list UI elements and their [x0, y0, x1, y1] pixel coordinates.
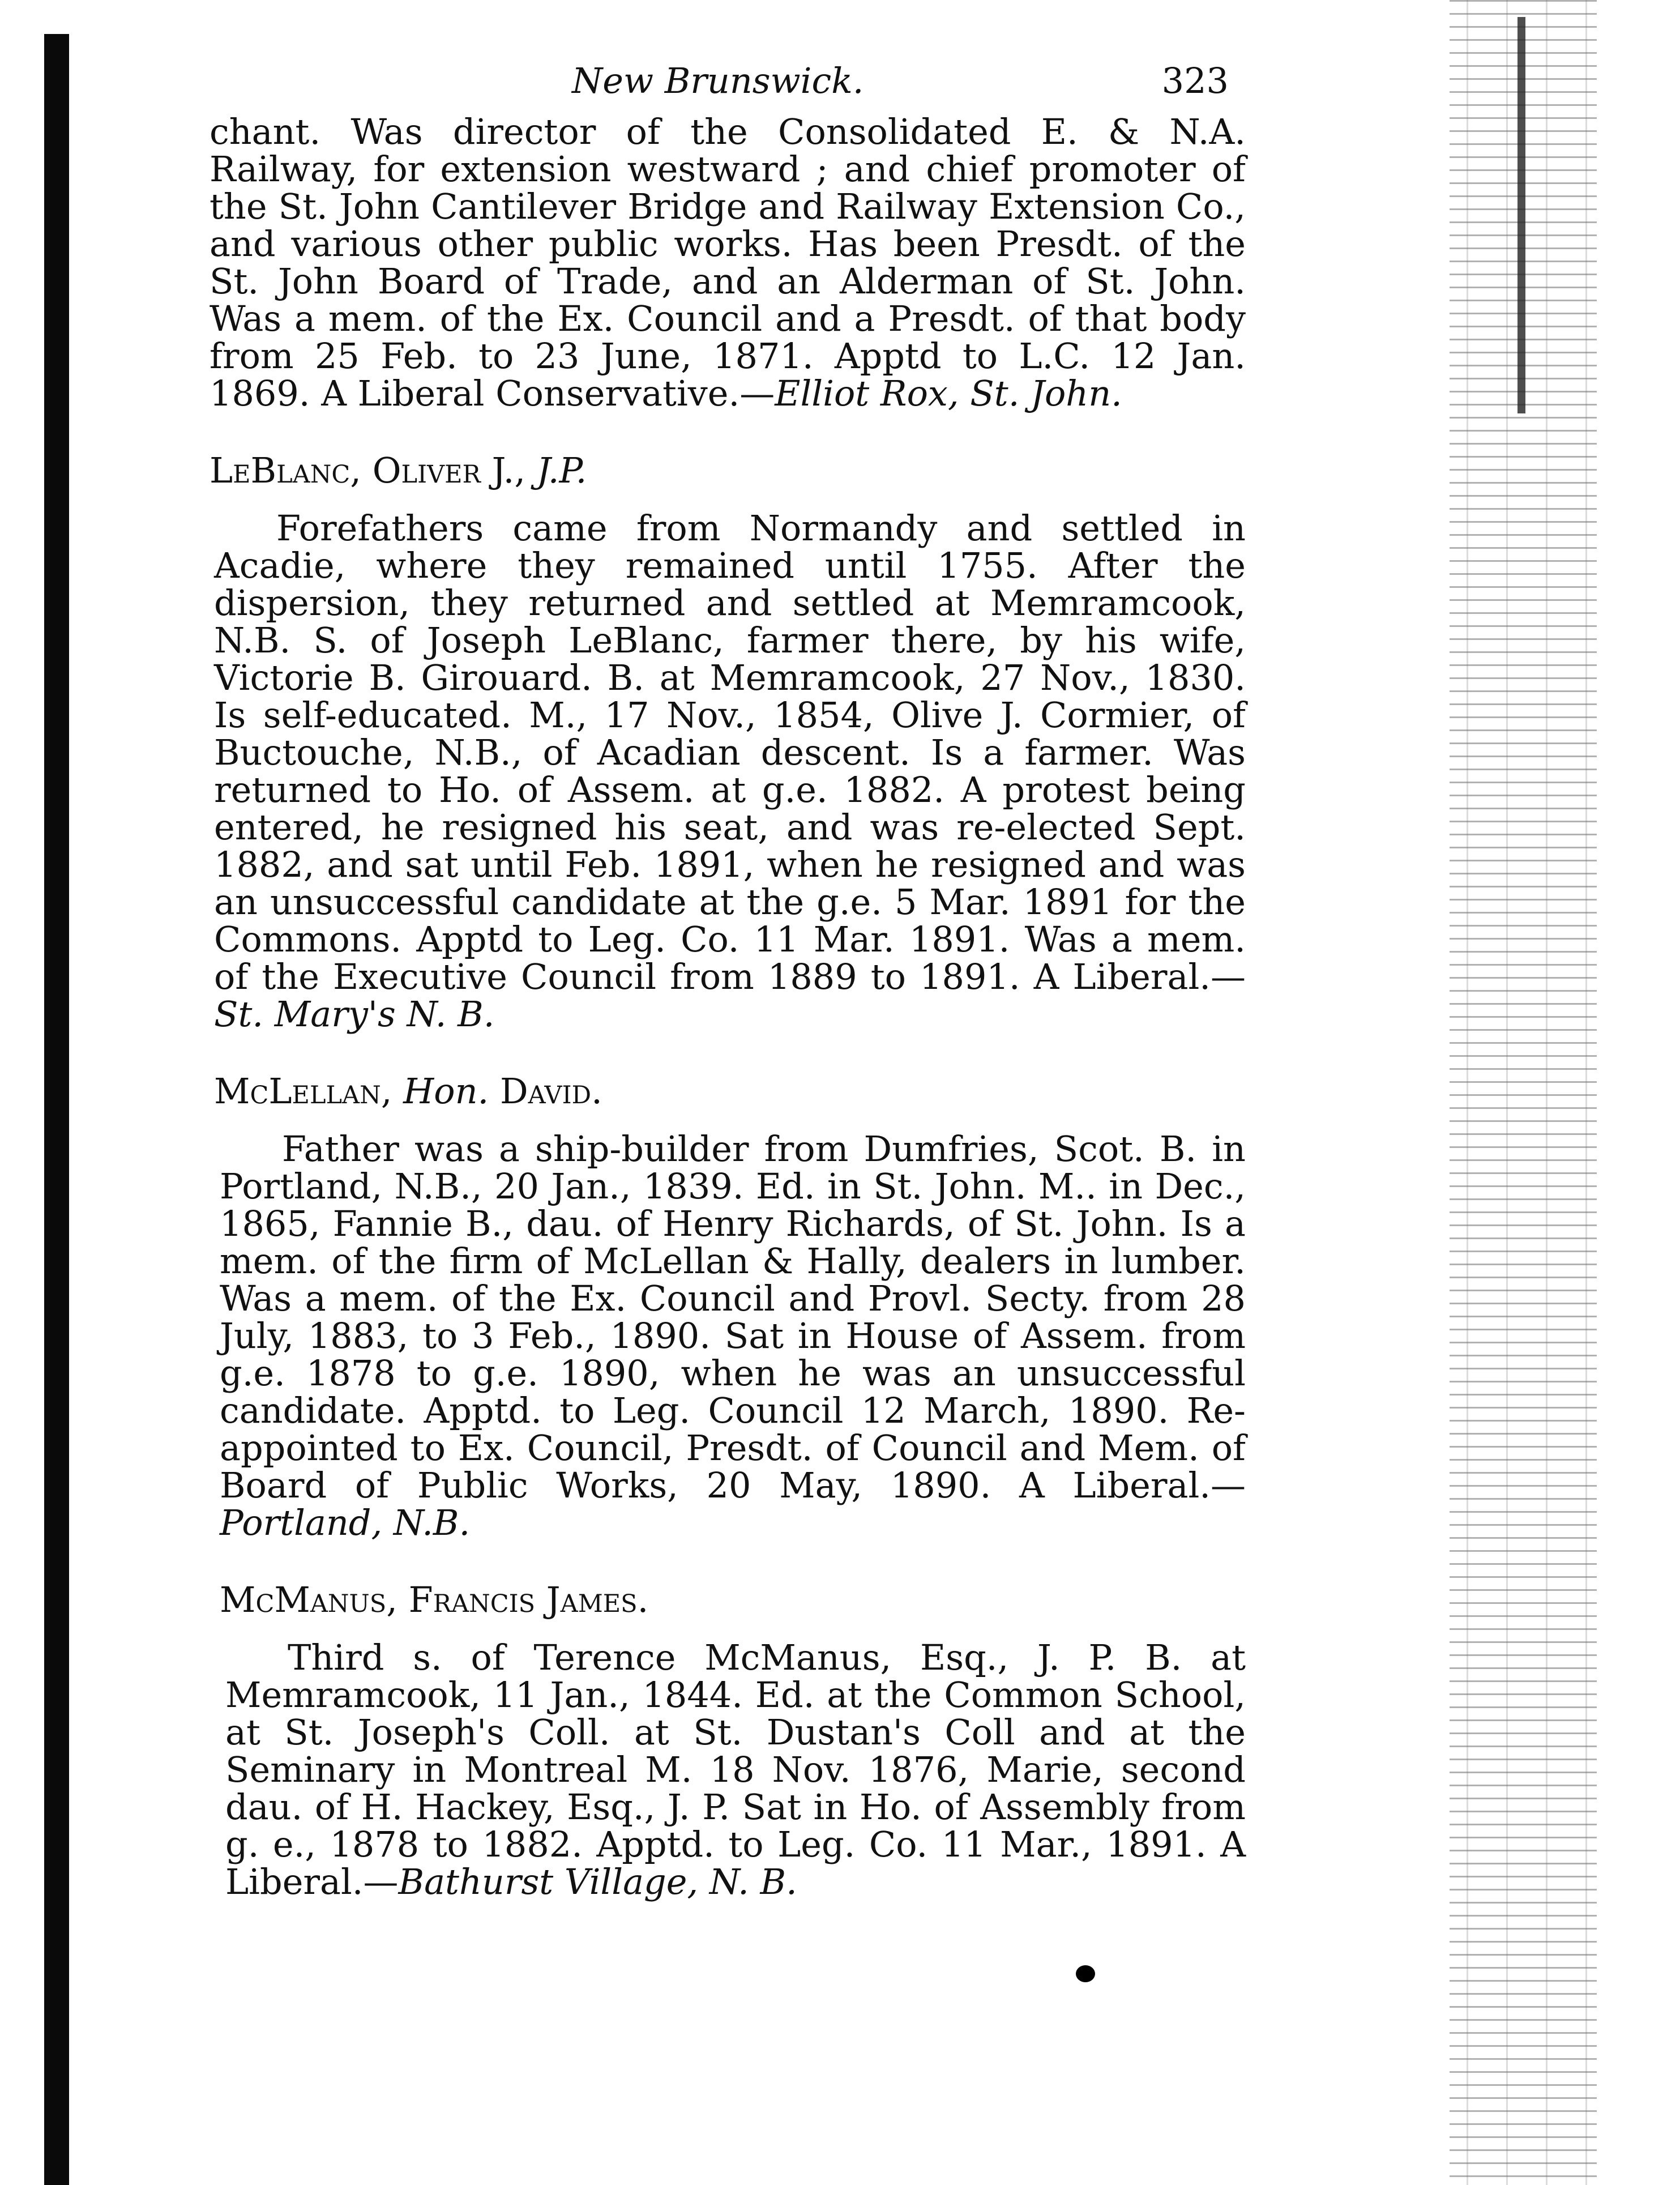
- entry-surname: McLellan,: [214, 1070, 392, 1112]
- continuation-residence: Elliot Rox, St. John.: [775, 373, 1122, 414]
- entry-given-name: Oliver J.,: [372, 450, 526, 491]
- entry-heading-mclellan: [210, 1070, 1246, 1112]
- entry-heading-mcmanus: [210, 1581, 1246, 1619]
- running-head-title: New Brunswick.: [572, 60, 864, 101]
- entry-given-name: Francis James.: [408, 1579, 649, 1620]
- entry-residence: Bathurst Village, N. B.: [398, 1861, 797, 1902]
- page: [210, 62, 1246, 1901]
- entry-text: Third s. of Terence McManus, Esq., J. P. B. at Memramcook, 11 Jan., 1844. Ed. at the Common School, at St. Joseph's Coll. at St. Dustan's Coll and at the Seminary in Montreal M. 18 Nov. 1876, Marie, second dau. of H. Hackey, Esq., J. P. Sat in Ho. of Assembly from g. e., 1878 to 1882. Apptd. to Leg. Co. 11 Mar., 1891. A Liberal.—: [225, 1637, 1246, 1902]
- entry-body-leblanc: [210, 507, 1246, 1035]
- page-number: 323: [1161, 60, 1229, 101]
- continuation-text: chant. Was director of the Consolidated E. & N.A. Railway, for extension westward ; and chief promoter of the St. John Cantilever Bridge and Railway Extension Co., and various other public works. Has been Presdt. of the St. John Board of Trade, and an Alderman of St. John. Was a mem. of the Ex. Council and a Presdt. of that body from 25 Feb. to 23 June, 1871. Apptd to L.C. 12 Jan. 1869. A Liberal Conservative.—: [210, 111, 1246, 414]
- entry-heading-leblanc: [210, 452, 1246, 489]
- running-head: [210, 62, 1246, 113]
- entry-residence: St. Mary's N. B.: [214, 993, 495, 1035]
- ink-blot: [1076, 1965, 1095, 1982]
- entry-surname: LeBlanc,: [210, 450, 361, 491]
- scan-edge-right-bar: [1517, 17, 1525, 413]
- entry-text: Forefathers came from Normandy and settled in Acadie, where they remained until 1755. After the dispersion, they returned and settled at Memramcook, N.B. S. of Joseph LeBlanc, farmer there, by his wife, Victorie B. Girouard. B. at Memramcook, 27 Nov., 1830. Is self-educated. M., 17 Nov., 1854, Olive J. Cormier, of Buctouche, N.B., of Acadian descent. Is a farmer. Was returned to Ho. of Assem. at g.e. 1882. A protest being entered, he resigned his seat, and was re-elected Sept. 1882, and sat until Feb. 1891, when he resigned and was an unsuccessful candidate at the g.e. 5 Mar. 1891 for the Commons. Apptd to Leg. Co. 11 Mar. 1891. Was a mem. of the Executive Council from 1889 to 1891. A Liberal.—: [214, 507, 1246, 997]
- entry-title: J.P.: [536, 450, 587, 491]
- entry-text: Father was a ship-builder from Dumfries, Scot. B. in Portland, N.B., 20 Jan., 1839. Ed. in St. John. M.. in Dec., 1865, Fannie B., dau. of Henry Richards, of St. John. Is a mem. of the firm of McLellan & Hally, dealers in lumber. Was a mem. of the Ex. Council and Provl. Secty. from 28 July, 1883, to 3 Feb., 1890. Sat in House of Assem. from g.e. 1878 to g.e. 1890, when he was an unsuccessful candidate. Apptd. to Leg. Council 12 March, 1890. Re-appointed to Ex. Council, Presdt. of Council and Mem. of Board of Public Works, 20 May, 1890. A Liberal.—: [220, 1128, 1246, 1506]
- entry-body-mcmanus: [210, 1639, 1246, 1901]
- scan-edge-left: [44, 34, 69, 2185]
- entry-residence: Portland, N.B.: [220, 1502, 471, 1543]
- entry-body-mclellan: [210, 1130, 1246, 1542]
- entry-title: Hon.: [403, 1070, 489, 1112]
- entry-surname: McManus,: [220, 1579, 397, 1620]
- continuation-paragraph: [210, 113, 1246, 412]
- entry-given-name: David.: [499, 1070, 602, 1112]
